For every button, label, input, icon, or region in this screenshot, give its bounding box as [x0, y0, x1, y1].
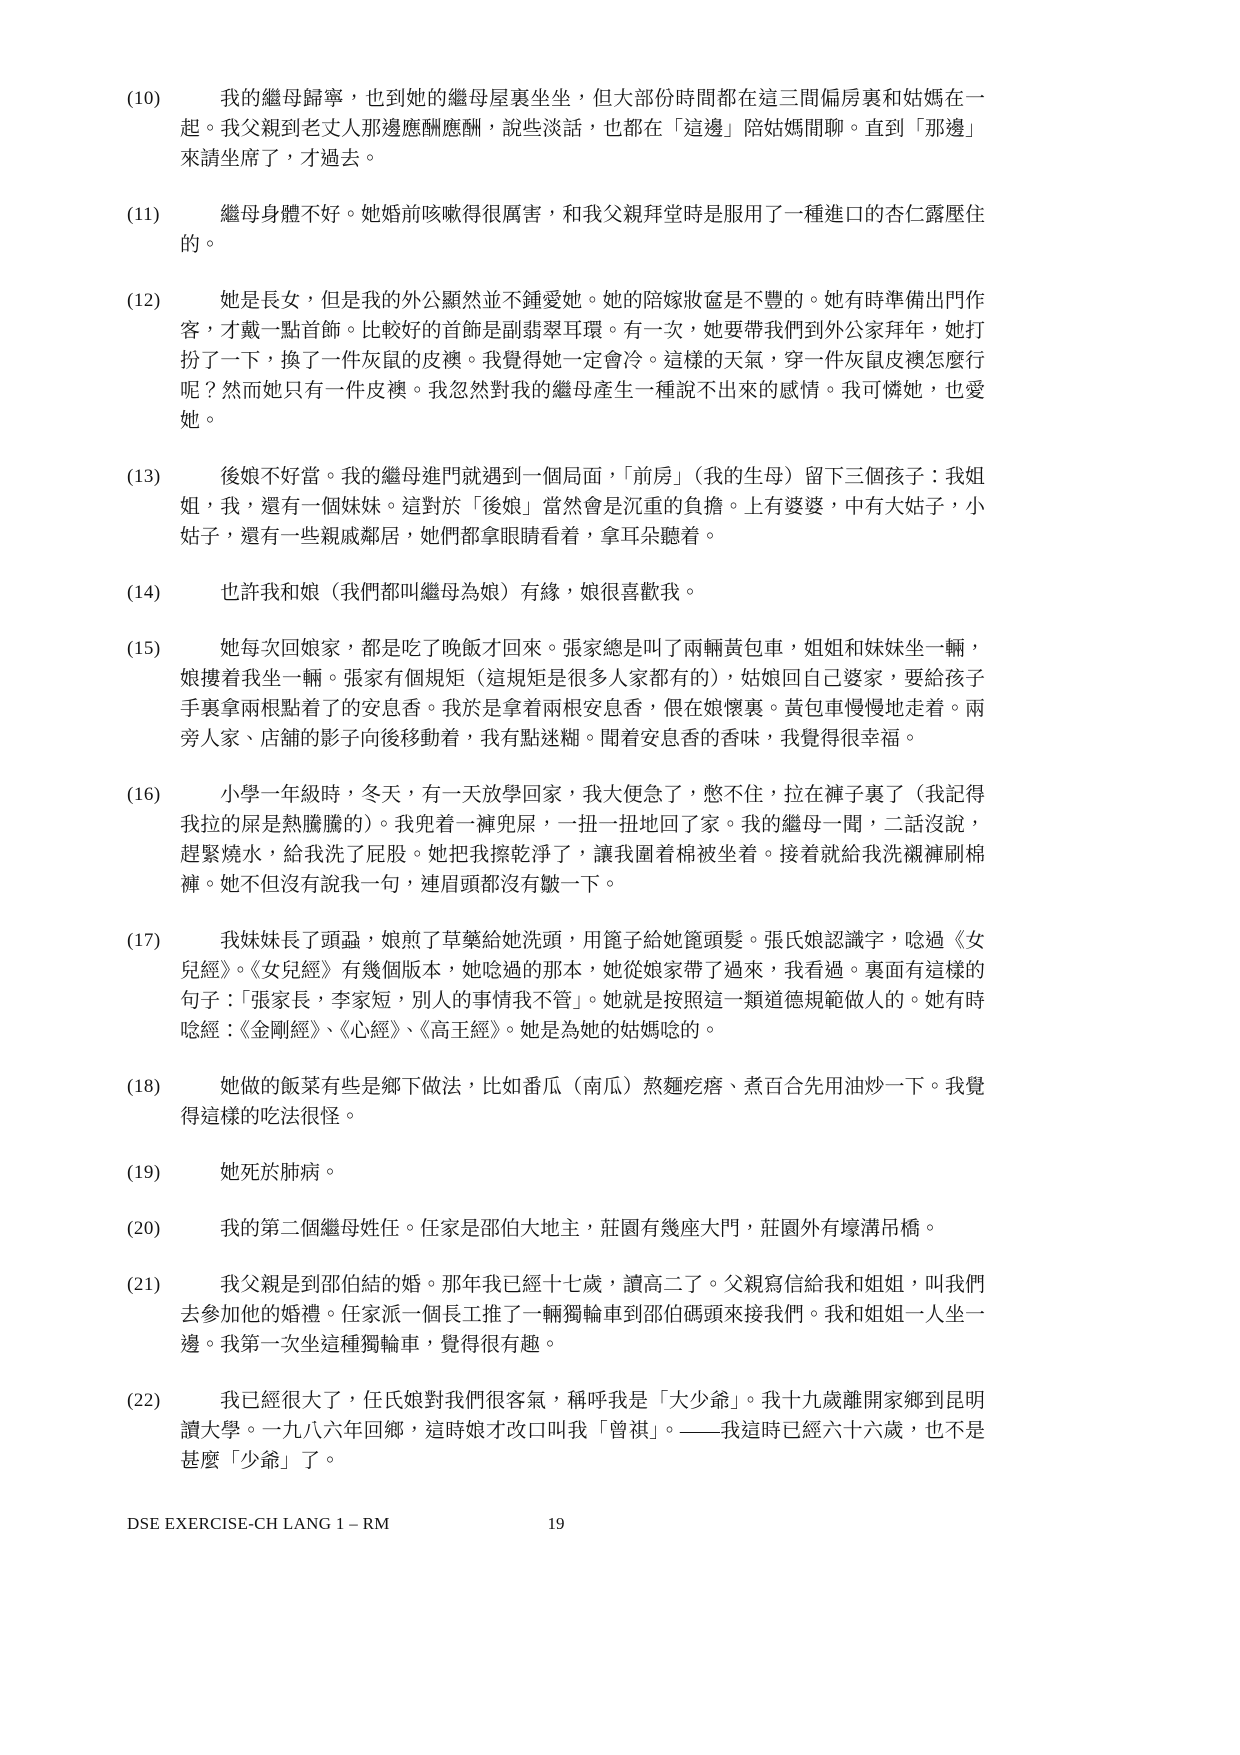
- paragraph-number: (16): [127, 784, 161, 805]
- paragraph-number: (22): [127, 1390, 161, 1411]
- paragraph-number: (15): [127, 638, 161, 659]
- paragraph: [127, 1214, 985, 1244]
- paragraph-number: (17): [127, 930, 161, 951]
- paragraph: [127, 1270, 985, 1360]
- page-footer: [127, 1512, 985, 1536]
- paragraph-text: 繼母身體不好。她婚前咳嗽得很厲害，和我父親拜堂時是服用了一種進口的杏仁露壓住的。: [180, 204, 985, 256]
- paragraph-number: (19): [127, 1162, 161, 1183]
- paragraph: [127, 578, 985, 608]
- paragraph-text: 我已經很大了，任氏娘對我們很客氣，稱呼我是「大少爺」。我十九歲離開家鄉到昆明讀大學。一九八六年回鄉，這時娘才改口叫我「曾祺」。——我這時已經六十六歲，也不是甚麼「少爺」了。: [180, 1390, 985, 1472]
- paragraph-number: (12): [127, 290, 161, 311]
- paragraph-text: 她是長女，但是我的外公顯然並不鍾愛她。她的陪嫁妝奩是不豐的。她有時準備出門作客，才戴一點首飾。比較好的首飾是副翡翠耳環。有一次，她要帶我們到外公家拜年，她打扮了一下，換了一件灰鼠的皮襖。我覺得她一定會冷。這樣的天氣，穿一件灰鼠皮襖怎麼行呢？然而她只有一件皮襖。我忽然對我的繼母產生一種說不出來的感情。我可憐她，也愛她。: [180, 290, 985, 432]
- paragraph-text: 小學一年級時，冬天，有一天放學回家，我大便急了，憋不住，拉在褲子裏了（我記得我拉的屎是熱騰騰的）。我兜着一褲兜屎，一扭一扭地回了家。我的繼母一聞，二話沒說，趕緊燒水，給我洗了屁股。她把我擦乾淨了，讓我圍着棉被坐着。接着就給我洗襯褲刷棉褲。她不但沒有說我一句，連眉頭都沒有皺一下。: [180, 784, 985, 896]
- paragraph-text: 她每次回娘家，都是吃了晚飯才回來。張家總是叫了兩輛黃包車，姐姐和妹妹坐一輛，娘摟着我坐一輛。張家有個規矩（這規矩是很多人家都有的），姑娘回自己婆家，要給孩子手裏拿兩根點着了的安息香。我於是拿着兩根安息香，偎在娘懷裏。黃包車慢慢地走着。兩旁人家、店舖的影子向後移動着，我有點迷糊。聞着安息香的香味，我覺得很幸福。: [180, 638, 985, 750]
- paragraph: [127, 462, 985, 552]
- paragraph: [127, 1158, 985, 1188]
- paragraph-text: 我父親是到邵伯結的婚。那年我已經十七歲，讀高二了。父親寫信給我和姐姐，叫我們去參加他的婚禮。任家派一個長工推了一輛獨輪車到邵伯碼頭來接我們。我和姐姐一人坐一邊。我第一次坐這種獨輪車，覺得很有趣。: [180, 1274, 985, 1356]
- paragraph-number: (21): [127, 1274, 161, 1295]
- paragraph: [127, 200, 985, 260]
- paragraph-number: (13): [127, 466, 161, 487]
- paragraph-number: (18): [127, 1076, 161, 1097]
- footer-doc-code: DSE EXERCISE-CH LANG 1 – RM: [127, 1514, 390, 1533]
- paragraph-text: 她做的飯菜有些是鄉下做法，比如番瓜（南瓜）熬麵疙瘩、煮百合先用油炒一下。我覺得這樣的吃法很怪。: [180, 1076, 985, 1128]
- footer-page-number: 19: [547, 1514, 565, 1533]
- paragraph: [127, 780, 985, 900]
- paragraph-number: (11): [127, 204, 160, 225]
- paragraph-number: (10): [127, 88, 161, 109]
- paragraph-text: 後娘不好當。我的繼母進門就遇到一個局面，「前房」（我的生母）留下三個孩子：我姐姐，我，還有一個妹妹。這對於「後娘」當然會是沉重的負擔。上有婆婆，中有大姑子，小姑子，還有一些親戚鄰居，她們都拿眼睛看着，拿耳朵聽着。: [180, 466, 985, 548]
- paragraph: [127, 1072, 985, 1132]
- paragraph-text: 我妹妹長了頭蝨，娘煎了草藥給她洗頭，用篦子給她篦頭髮。張氏娘認識字，唸過《女兒經》。《女兒經》有幾個版本，她唸過的那本，她從娘家帶了過來，我看過。裏面有這樣的句子：「張家長，李家短，別人的事情我不管」。她就是按照這一類道德規範做人的。她有時唸經：《金剛經》、《心經》、《高王經》。她是為她的姑媽唸的。: [180, 930, 985, 1042]
- paragraph: [127, 286, 985, 436]
- paragraph: [127, 634, 985, 754]
- paragraph: [127, 926, 985, 1046]
- paragraph-text: 我的繼母歸寧，也到她的繼母屋裏坐坐，但大部份時間都在這三間偏房裏和姑媽在一起。我父親到老丈人那邊應酬應酬，說些淡話，也都在「這邊」陪姑媽閒聊。直到「那邊」來請坐席了，才過去。: [180, 88, 985, 170]
- paragraph-text: 也許我和娘（我們都叫繼母為娘）有緣，娘很喜歡我。: [220, 582, 700, 604]
- paragraph-list: [127, 84, 985, 1502]
- paragraph-text: 她死於肺病。: [220, 1162, 340, 1184]
- paragraph: [127, 84, 985, 174]
- paragraph-number: (14): [127, 582, 161, 603]
- paragraph-text: 我的第二個繼母姓任。任家是邵伯大地主，莊園有幾座大門，莊園外有壕溝吊橋。: [220, 1218, 940, 1240]
- paragraph: [127, 1386, 985, 1476]
- paragraph-number: (20): [127, 1218, 161, 1239]
